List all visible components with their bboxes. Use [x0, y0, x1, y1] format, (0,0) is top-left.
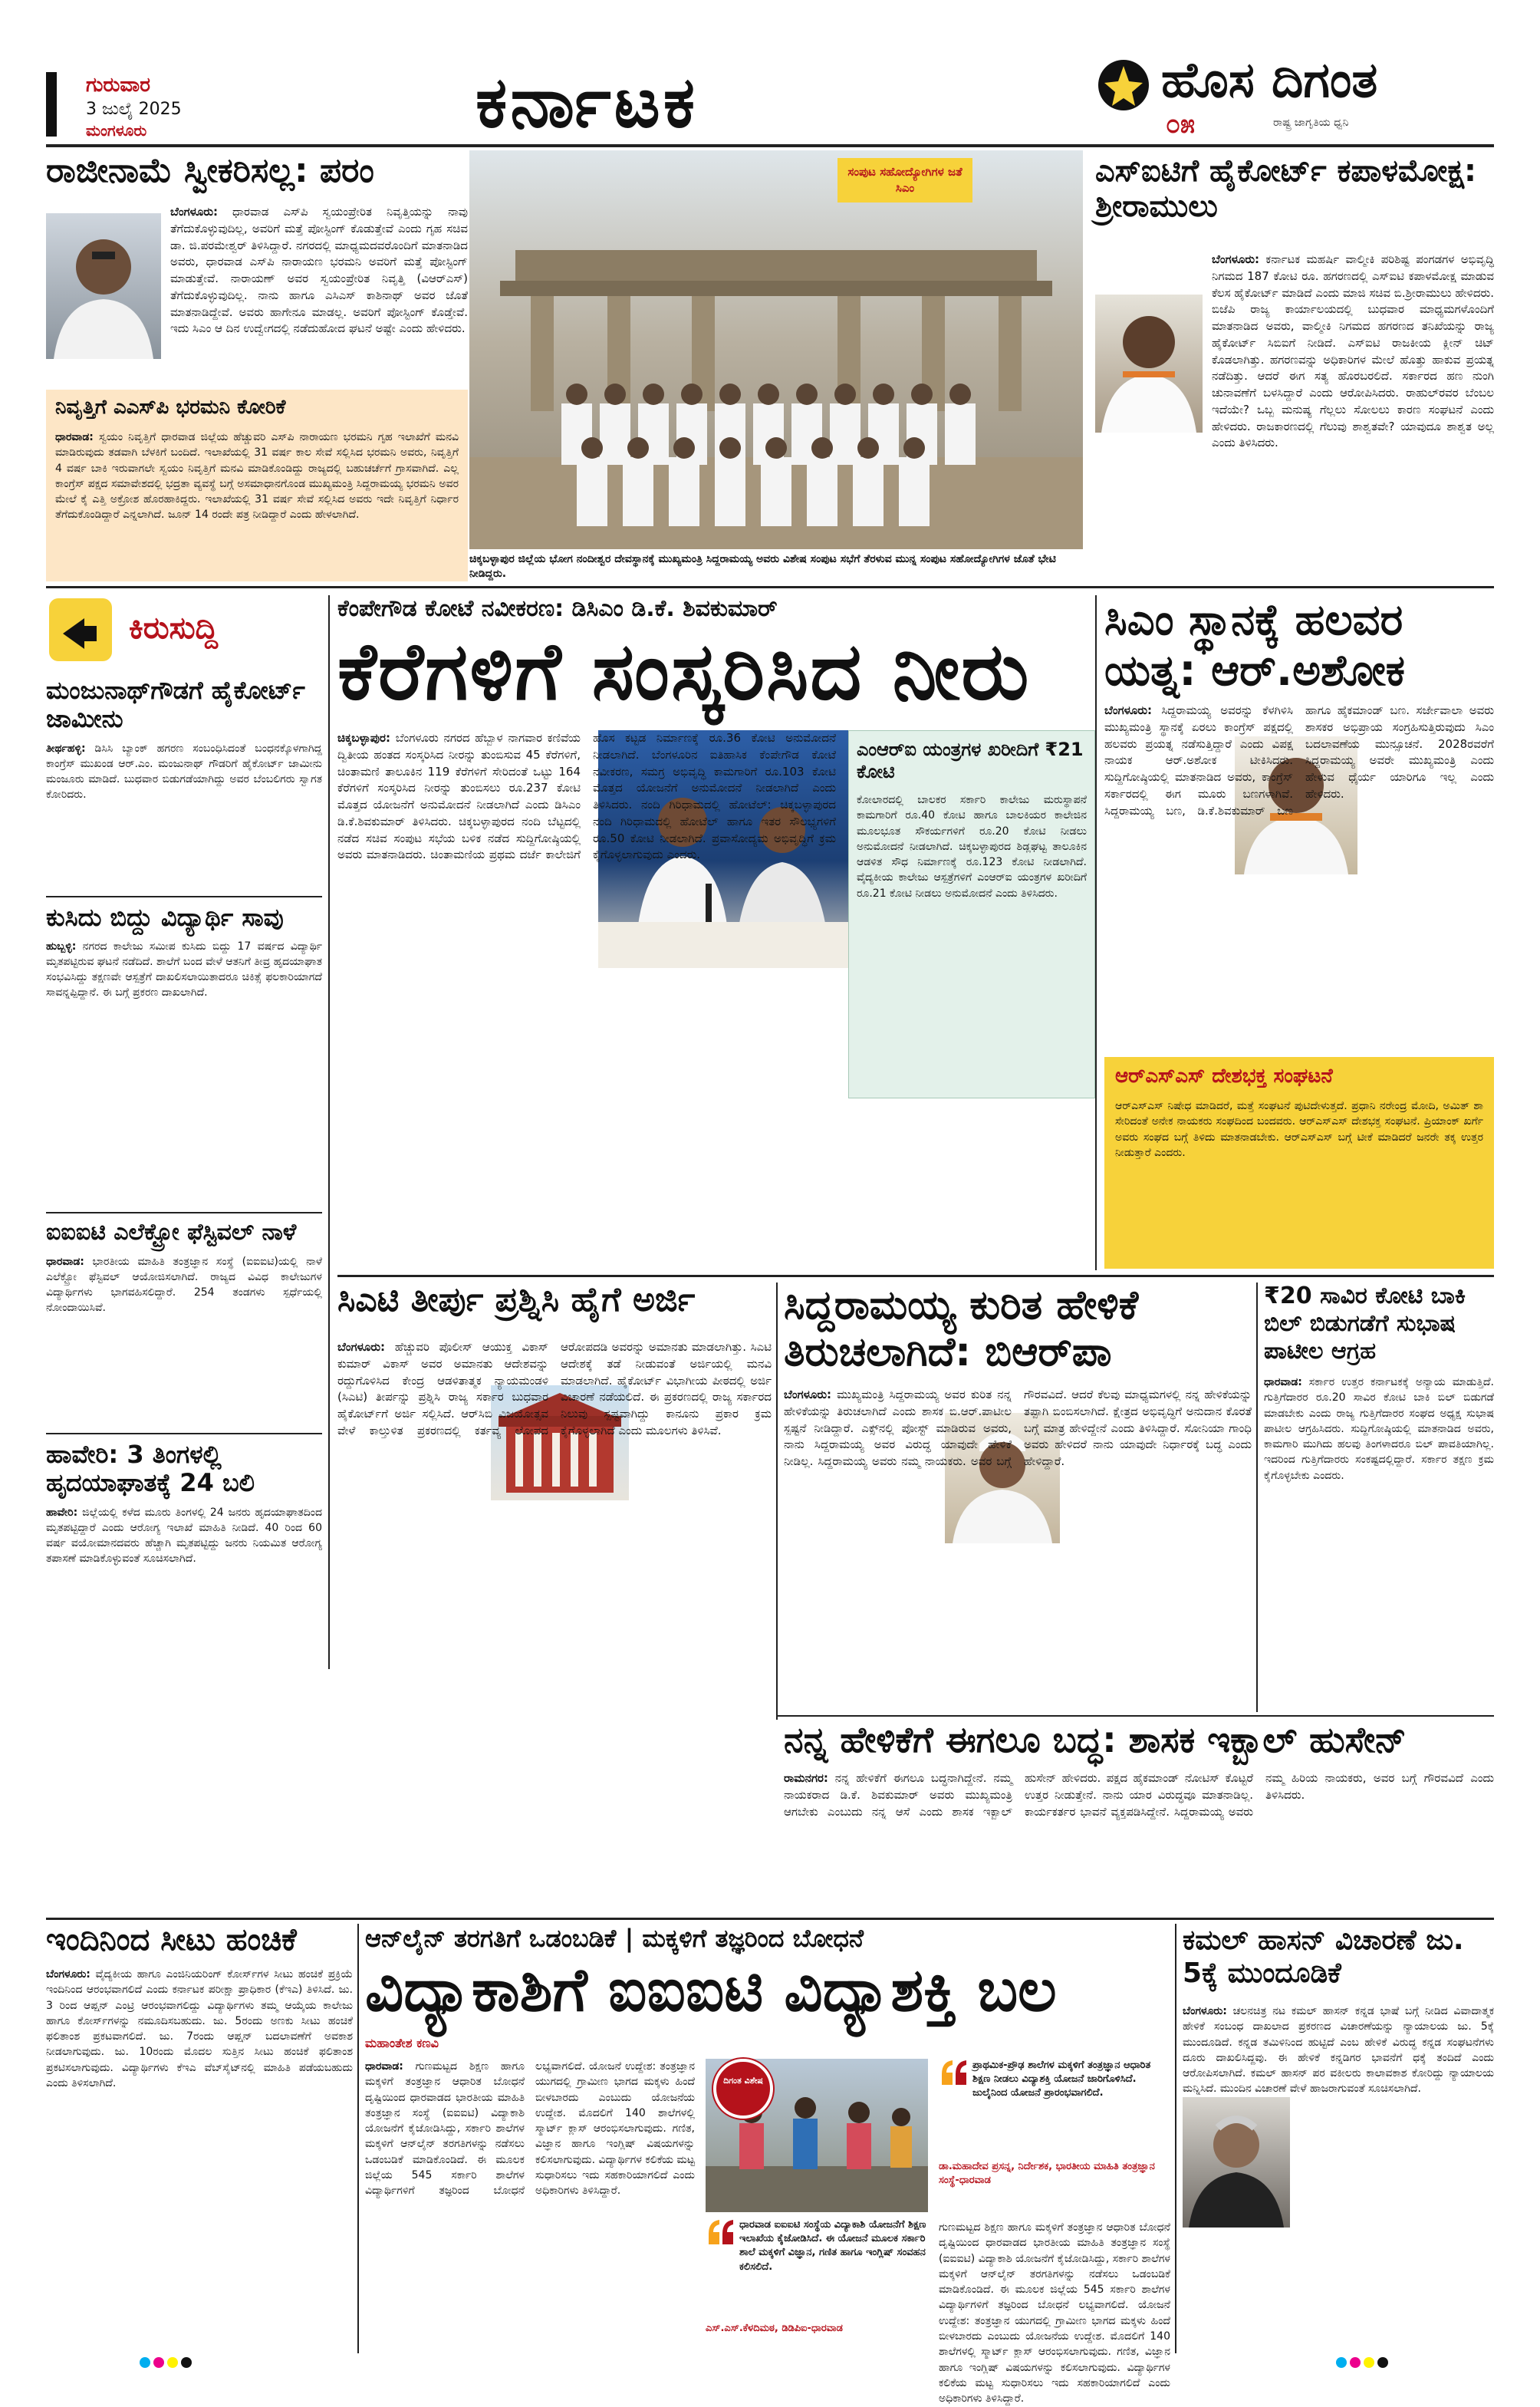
story-bill-dateline: ಧಾರವಾಡ: [1264, 1376, 1302, 1388]
story-seats-body [46, 1967, 353, 2343]
black-dot [1377, 2357, 1388, 2368]
box-sp [46, 390, 468, 581]
seats-vrule [357, 1924, 359, 2353]
story-cm-post [1104, 595, 1494, 1051]
box-rss-headline: ಆರ್‌ಎಸ್‌ಎಸ್ ದೇಶಭಕ್ತ ಸಂಘಟನೆ [1115, 1065, 1333, 1088]
box-mri-headline: ಎಂಆರ್‌ಐ ಯಂತ್ರಗಳ ಖರೀದಿಗೆ ₹21 ಕೋಟಿ [857, 739, 1084, 782]
story-vidyakashi-body-cont [939, 2220, 1170, 2405]
yellow-dot [167, 2357, 178, 2368]
kirusuddi-item-body [46, 939, 322, 1200]
story-kamal [1183, 1924, 1494, 2353]
story-lakes-text: ಬೆಂಗಳೂರು ನಗರದ ಹೆಬ್ಬಾಳ ನಾಗವಾರ ಕಣಿವೆಯ ದ್ವಿತೀಯ ಹಂತದ ಸಂಸ್ಕರಿಸಿದ ನೀರನ್ನು ತುಂಬಿಸುವ 45 ಕೆರೆಗಳಿಗೆ, ಚಿಂತಾಮಣಿ ತಾಲೂಕಿನ 119 ಕೆರೆಗಳಿಗೆ ಸೇರಿದಂತೆ ಒಟ್ಟು 164 ಕೆರೆಗಳಿಗೆ ಸಂಸ್ಕರಿಸಿದ ನೀರನ್ನು ತುಂಬಿಸಲು ರೂ.237 ಕೋಟಿ ಮೊತ್ತದ ಯೋಜನೆಗೆ ಅನುಮೋದನೆ ನೀಡಲಾಗಿದೆ ಎಂದು ಡಿಸಿಎಂ ಡಿ.ಕೆ.ಶಿವಕುಮಾರ್ ತಿಳಿಸಿದರು. ಚಿಕ್ಕಬಳ್ಳಾಪುರದ ನಂದಿ ಬೆಟ್ಟದಲ್ಲಿ ನಡೆದ ಸಚಿವ ಸಂಪುಟ ಸಭೆಯ ಬಳಿಕ ನಡೆದ ಸುದ್ದಿಗೋಷ್ಠಿಯಲ್ಲಿ ಅವರು ಮಾತನಾಡಿದರು. ಚಿಂತಾಮಣಿಯ ಪ್ರಥಮ ದರ್ಜೆ ಕಾಲೇಜಿಗೆ ಹೊಸ ಕಟ್ಟಡ ನಿರ್ಮಾಣಕ್ಕೆ ರೂ.36 ಕೋಟಿ ಅನುಮೋದನೆ ನೀಡಲಾಗಿದೆ. ಬೆಂಗಳೂರಿನ ಐತಿಹಾಸಿಕ ಕೆಂಪೇಗೌಡ ಕೋಟೆ ನವೀಕರಣ, ಸಮಗ್ರ ಅಭಿವೃದ್ಧಿ ಕಾಮಗಾರಿಗೆ ರೂ.103 ಕೋಟಿ ಮೊತ್ತದ ಯೋಜನೆಗೆ ಅನುಮೋದನೆ ನೀಡಲಾಗಿದೆ ಎಂದು ತಿಳಿಸಿದರು. ನಂದಿ ಗಿರಿಧಾಮದಲ್ಲಿ ಹೋಟೆಲ್: ಚಿಕ್ಕಬಳ್ಳಾಪುರದ ನಂದಿ ಗಿರಿಧಾಮದಲ್ಲಿ ಹೋಟೆಲ್ ಹಾಗೂ ಇತರ ಸೌಲಭ್ಯಗಳಿಗೆ ರೂ.50 ಕೋಟಿ ನೀಡಲಾಗಿದೆ. ಪ್ರವಾಸೋದ್ಯಮ ಅಭಿವೃದ್ಧಿಗೆ ಕ್ರಮ ಕೈಗೊಳ್ಳಲಾಗುವುದು ಎಂದರು. [337, 731, 836, 862]
logo-emblem-icon [1097, 58, 1150, 112]
magenta-dot [153, 2357, 164, 2368]
story-bilpa [784, 1283, 1252, 1712]
box-sp-dateline: ಧಾರವಾಡ: [55, 431, 94, 443]
kirusuddi-column [46, 595, 322, 1669]
story-lakes-body [337, 730, 836, 1267]
story-kamal-body [1183, 2004, 1494, 2353]
story-resign-dateline: ಬೆಂಗಳೂರು: [170, 205, 219, 219]
row3-rule [776, 1715, 1494, 1717]
story-cm-post-dateline: ಬೆಂಗಳೂರು: [1104, 703, 1153, 717]
cabinet-photo-label: ಸಂಪುಟ ಸಹೋದ್ಯೋಗಿಗಳ ಜತೆ ಸಿಎಂ [837, 158, 972, 203]
box-rss [1104, 1057, 1494, 1269]
story-iqbal-body [784, 1770, 1494, 1911]
story-resign-headline: ರಾಜೀನಾಮೆ ಸ್ವೀಕರಿಸಲ್ಲ: ಪರಂ [46, 151, 374, 190]
story-bilpa-body [784, 1387, 1252, 1712]
story-iqbal-headline: ನನ್ನ ಹೇಳಿಕೆಗೆ ಈಗಲೂ ಬದ್ಧ: ಶಾಸಕ ಇಕ್ಬಾಲ್ ಹುಸೇನ್ [784, 1719, 1407, 1760]
section-title: ಕರ್ನಾಟಕ [475, 61, 699, 143]
story-vidyakashi-text: ಗುಣಮಟ್ಟದ ಶಿಕ್ಷಣ ಹಾಗೂ ಮಕ್ಕಳಿಗೆ ತಂತ್ರಜ್ಞಾನ ಆಧಾರಿತ ಬೋಧನೆ ದೃಷ್ಟಿಯಿಂದ ಧಾರವಾಡದ ಭಾರತೀಯ ಮಾಹಿತಿ ತಂತ್ರಜ್ಞಾನ ಸಂಸ್ಥೆ (ಐಐಐಟಿ) ವಿದ್ಯಾಕಾಶಿ ಯೋಜನೆಗೆ ಕೈಜೋಡಿಸಿದ್ದು, ಸರ್ಕಾರಿ ಶಾಲೆಗಳ ಮಕ್ಕಳಿಗೆ ಆನ್‌ಲೈನ್ ತರಗತಿಗಳನ್ನು ನಡೆಸಲು ಒಡಂಬಡಿಕೆ ಮಾಡಿಕೊಂಡಿದೆ. ಈ ಮೂಲಕ ಜಿಲ್ಲೆಯ 545 ಸರ್ಕಾರಿ ಶಾಲೆಗಳ ವಿದ್ಯಾರ್ಥಿಗಳಿಗೆ ತಜ್ಞರಿಂದ ಬೋಧನೆ ಲಭ್ಯವಾಗಲಿದೆ. ಯೋಜನೆ ಉದ್ದೇಶ: ತಂತ್ರಜ್ಞಾನ ಯುಗದಲ್ಲಿ ಗ್ರಾಮೀಣ ಭಾಗದ ಮಕ್ಕಳು ಹಿಂದೆ ಬೀಳಬಾರದು ಎಂಬುದು ಯೋಜನೆಯ ಉದ್ದೇಶ. ಮೊದಲಿಗೆ 140 ಶಾಲೆಗಳಲ್ಲಿ ಸ್ಮಾರ್ಟ್ ಕ್ಲಾಸ್ ಆರಂಭಿಸಲಾಗುವುದು. ಗಣಿತ, ವಿಜ್ಞಾನ ಹಾಗೂ ಇಂಗ್ಲಿಷ್ ವಿಷಯಗಳನ್ನು ಕಲಿಸಲಾಗುವುದು. ವಿದ್ಯಾರ್ಥಿಗಳ ಕಲಿಕೆಯ ಮಟ್ಟ ಸುಧಾರಿಸಲು ಇದು ಸಹಕಾರಿಯಾಗಲಿದೆ ಎಂದು ಅಧಿಕಾರಿಗಳು ತಿಳಿಸಿದ್ದಾರೆ. [365, 2060, 695, 2198]
cabinet-photo [469, 150, 1083, 580]
story-bill-text: ಸರ್ಕಾರ ಉತ್ತರ ಕರ್ನಾಟಕಕ್ಕೆ ಅನ್ಯಾಯ ಮಾಡುತ್ತಿದೆ. ಗುತ್ತಿಗೆದಾರರ ರೂ.20 ಸಾವಿರ ಕೋಟಿ ಬಾಕಿ ಬಿಲ್ ಬಿಡುಗಡೆ ಮಾಡಬೇಕು ಎಂದು ರಾಜ್ಯ ಗುತ್ತಿಗೆದಾರರ ಸಂಘದ ಅಧ್ಯಕ್ಷ ಸುಭಾಷ ಪಾಟೀಲ ಆಗ್ರಹಿಸಿದರು. ಸುದ್ದಿಗೋಷ್ಠಿಯಲ್ಲಿ ಮಾತನಾಡಿದ ಅವರು, ಕಾಮಗಾರಿ ಮುಗಿದು ಹಲವು ತಿಂಗಳಾದರೂ ಬಿಲ್ ಪಾವತಿಯಾಗಿಲ್ಲ. ಇದರಿಂದ ಗುತ್ತಿಗೆದಾರರು ಸಂಕಷ್ಟದಲ್ಲಿದ್ದಾರೆ. ಸರ್ಕಾರ ತಕ್ಷಣ ಕ್ರಮ ಕೈಗೊಳ್ಳಬೇಕು ಎಂದರು. [1264, 1376, 1494, 1482]
row2-rule [337, 1275, 1494, 1277]
masthead-date: 3 ಜುಲೈ 2025 [86, 100, 182, 119]
kirusuddi-item-text: ನಗರದ ಕಾಲೇಜು ಸಮೀಪ ಕುಸಿದು ಬಿದ್ದು 17 ವರ್ಷದ ವಿದ್ಯಾರ್ಥಿ ಮೃತಪಟ್ಟಿರುವ ಘಟನೆ ನಡೆದಿದೆ. ಶಾಲೆಗೆ ಬಂದ ವೇಳೆ ಆತನಿಗೆ ತೀವ್ರ ಹೃದಯಾಘಾತ ಸಂಭವಿಸಿದ್ದು ತಕ್ಷಣವೇ ಆಸ್ಪತ್ರೆಗೆ ದಾಖಲಿಸಲಾಯಿತಾದರೂ ಚಿಕಿತ್ಸೆ ಫಲಕಾರಿಯಾಗದೆ ಸಾವನ್ನಪ್ಪಿದ್ದಾನೆ. ಈ ಬಗ್ಗೆ ಪ್ರಕರಣ ದಾಖಲಾಗಿದೆ. [46, 940, 322, 999]
story-resign-body [46, 204, 468, 391]
kirusuddi-item-headline: ಮಂಜುನಾಥ್‌ಗೌಡಗೆ ಹೈಕೋರ್ಟ್ ಜಾಮೀನು [46, 676, 305, 733]
box-rss-body: ಆರ್‌ಎಸ್‌ಎಸ್ ನಿಷೇಧ ಮಾಡಿದರೆ, ಮತ್ತೆ ಸಂಘಟನೆ ಪುಟಿದೇಳುತ್ತದೆ. ಪ್ರಧಾನಿ ನರೇಂದ್ರ ಮೋದಿ, ಅಮಿತ್ ಶಾ ಸೇರಿದಂತೆ ಅನೇಕ ನಾಯಕರು ಸಂಘದಿಂದ ಬಂದವರು. ಆರ್‌ಎಸ್‌ಎಸ್ ದೇಶಭಕ್ತ ಸಂಘಟನೆ. ಪ್ರಿಯಾಂಕ್ ಖರ್ಗೆ ಅವರು ಸಂಘದ ಬಗ್ಗೆ ತಿಳಿದು ಮಾತನಾಡಬೇಕು. ಆರ್‌ಎಸ್‌ಎಸ್ ಬಗ್ಗೆ ಟೀಕೆ ಮಾಡಿದರೆ ಜನರೇ ತಕ್ಕ ಉತ್ತರ ನೀಡುತ್ತಾರೆ ಎಂದರು. [1115, 1100, 1483, 1159]
box-sp-text: ಸ್ವಯಂ ನಿವೃತ್ತಿಗೆ ಧಾರವಾಡ ಜಿಲ್ಲೆಯ ಹೆಚ್ಚುವರಿ ಎಸ್‌ಪಿ ನಾರಾಯಣ ಭರಮನಿ ಗೃಹ ಇಲಾಖೆಗೆ ಮನವಿ ಮಾಡಿರುವುದು ತಡವಾಗಿ ಬೆಳಕಿಗೆ ಬಂದಿದೆ. ಇಲಾಖೆಯಲ್ಲಿ 31 ವರ್ಷ ಕಾಲ ಸೇವೆ ಸಲ್ಲಿಸಿದ ಭರಮನಿ ಅವರು, ನಿವೃತ್ತಿಗೆ 4 ವರ್ಷ ಬಾಕಿ ಇರುವಾಗಲೇ ಸ್ವಯಂ ನಿವೃತ್ತಿಗೆ ಮನವಿ ಮಾಡಿಕೊಂಡಿದ್ದು ರಾಜ್ಯದಲ್ಲಿ ಬಹುಚರ್ಚೆಗೆ ಗ್ರಾಸವಾಗಿದೆ. ಎಲ್ಲ ಕಾಂಗ್ರೆಸ್‌ ಪಕ್ಷದ ಸಮಾವೇಶದಲ್ಲಿ ಭದ್ರತಾ ವ್ಯವಸ್ಥೆ ಬಗ್ಗೆ ಅಸಮಾಧಾನಗೊಂಡ ಮುಖ್ಯಮಂತ್ರಿ ಸಿದ್ದರಾಮಯ್ಯ ಭರಮನಿ ಅವರ ಮೇಲೆ ಕೈ ಎತ್ತಿ ಅಕ್ರೋಶ ಹೊರಹಾಕಿದ್ದರು. ಇಲಾಖೆಯಲ್ಲಿ 31 ವರ್ಷ ಸೇವೆ ಸಲ್ಲಿಸಿದ ಅವರು ಇದೇ ನಿವೃತ್ತಿಗೆ ನಿರ್ಧಾರ ತೆಗೆದುಕೊಂಡಿದ್ದಾರೆ ಎನ್ನಲಾಗಿದೆ. ಜೂನ್ 14 ರಂದೇ ಪತ್ರ ನೀಡಿದ್ದಾರೆ ಎಂದು ಹೇಳಲಾಗಿದೆ. [55, 431, 459, 522]
quote-mark-icon [706, 2218, 736, 2246]
box-sp-body [55, 430, 459, 575]
cyan-dot [140, 2357, 150, 2368]
kirusuddi-divider [46, 1433, 322, 1434]
digantha-seal [713, 2059, 773, 2119]
masthead [0, 0, 1540, 146]
masthead-accent-bar [46, 72, 57, 137]
cyan-dot [1336, 2357, 1347, 2368]
story-lakes-headline: ಕೆರೆಗಳಿಗೆ ಸಂಸ್ಕರಿಸಿದ ನೀರು [337, 624, 1031, 718]
kirusuddi-item-4 [46, 1441, 322, 1671]
story-lakes-kicker: ಕೆಂಪೇಗೌಡ ಕೋಟೆ ನವೀಕರಣ: ಡಿಸಿಎಂ ಡಿ.ಕೆ. ಶಿವಕುಮಾರ್ [337, 595, 778, 622]
story-cm-post-headline: ಸಿಎಂ ಸ್ಥಾನಕ್ಕೆ ಹಲವರ ಯತ್ನ: ಆರ್.ಅಶೋಕ [1104, 595, 1405, 696]
story-bill-body [1264, 1375, 1494, 1697]
paper-tagline: ರಾಷ್ಟ್ರ ಜಾಗೃತಿಯ ಧ್ವನಿ [1273, 117, 1349, 129]
kirusuddi-item-dateline: ತೀರ್ಥಹಳ್ಳಿ: [46, 742, 86, 755]
story-kamal-dateline: ಬೆಂಗಳೂರು: [1183, 2005, 1227, 2017]
story-iqbal-dateline: ರಾಮನಗರ: [784, 1771, 828, 1785]
kirusuddi-label: ಕಿರುಸುದ್ದಿ [129, 611, 219, 646]
story-bilpa-dateline: ಬೆಂಗಳೂರು: [784, 1388, 832, 1401]
story-bilpa-headline: ಸಿದ್ದರಾಮಯ್ಯ ಕುರಿತ ಹೇಳಿಕೆ ತಿರುಚಲಾಗಿದೆ: ಬಿಆರ್‌ಪಾ [784, 1283, 1139, 1376]
masthead-day: ಗುರುವಾರ [86, 74, 150, 97]
story-sit-dateline: ಬೆಂಗಳೂರು: [1212, 252, 1260, 266]
story-vidyakashi-body [365, 2059, 695, 2353]
cet-vrule [776, 1283, 778, 1720]
cabinet-photo-caption: ಚಿಕ್ಕಬಳ್ಳಾಪುರ ಜಿಲ್ಲೆಯ ಭೋಗ ನಂದೀಶ್ವರ ದೇವಸ್ಥಾನಕ್ಕೆ ಮುಖ್ಯಮಂತ್ರಿ ಸಿದ್ದರಾಮಯ್ಯ ಅವರು ವಿಶೇಷ ಸಂಪುಟ ಸಭೆಗೆ ತೆರಳುವ ಮುನ್ನ ಸಂಪುಟ ಸಹೋದ್ಯೋಗಿಗಳ ಜೊತೆ ಭೇಟಿ ನೀಡಿದ್ದರು. [469, 549, 1083, 592]
story-resign-text: ಧಾರವಾಡ ಎಸ್‌ಪಿ ಸ್ವಯಂಪ್ರೇರಿತ ನಿವೃತ್ತಿಯನ್ನು ನಾವು ತೆಗೆದುಕೊಳ್ಳುವುದಿಲ್ಲ, ಅವರಿಗೆ ಮತ್ತೆ ಪೋಸ್ಟಿಂಗ್ ಕೊಡುತ್ತೇವೆ ಎಂದು ಗೃಹ ಸಚಿವ ಡಾ. ಜಿ.ಪರಮೇಶ್ವರ್ ತಿಳಿಸಿದ್ದಾರೆ. ನಗರದಲ್ಲಿ ಮಾಧ್ಯಮದವರೊಂದಿಗೆ ಮಾತನಾಡಿದ ಅವರು, ಧಾರವಾಡ ಎಸ್‌ಪಿ ನಾರಾಯಣ ಭರಮನಿ ಅವರಿಗೆ ಮತ್ತೆ ಪೋಸ್ಟಿಂಗ್ ಮಾಡುತ್ತೇವೆ. ನಾರಾಯಣ್ ಅವರ ಸ್ವಯಂಪ್ರೇರಿತ ನಿವೃತ್ತಿ (ವಿಆರ್‌ಎಸ್) ತೆಗೆದುಕೊಳ್ಳುವುದಿಲ್ಲ. ನಾನು ಹಾಗೂ ಎಸಿಎಸ್ ಕಾಶಿನಾಥ್ ಅವರ ಜೊತೆ ಮಾತನಾಡಿದ್ದೇವೆ. ಅವರು ಹಾಗೇನೂ ಮಾಡಲ್ಲ. ಅವರಿಗೆ ಪೋಸ್ಟಿಂಗ್ ಕೊಡ್ತೇವೆ. ಇದು ಸಿಎಂ ಆ ದಿನ ಉದ್ವೇಗದಲ್ಲಿ ನಡೆದುಹೋದ ಘಟನೆ ಅಷ್ಟೇ ಎಂದು ಹೇಳಿದರು. [170, 205, 468, 336]
registration-marks-left [138, 2356, 193, 2371]
story-iqbal-text: ನನ್ನ ಹೇಳಿಕೆಗೆ ಈಗಲೂ ಬದ್ಧನಾಗಿದ್ದೇನೆ. ನಮ್ಮ ನಾಯಕರಾದ ಡಿ.ಕೆ. ಶಿವಕುಮಾರ್ ಅವರು ಮುಖ್ಯಮಂತ್ರಿ ಆಗಬೇಕು ಎಂಬುದು ನನ್ನ ಆಸೆ ಎಂದು ಶಾಸಕ ಇಕ್ಬಾಲ್ ಹುಸೇನ್ ಹೇಳಿದರು. ಪಕ್ಷದ ಹೈಕಮಾಂಡ್ ನೋಟಿಸ್ ಕೊಟ್ಟರೆ ಉತ್ತರ ನೀಡುತ್ತೇನೆ. ನಾನು ಯಾರ ವಿರುದ್ಧವೂ ಮಾತನಾಡಿಲ್ಲ. ಕಾರ್ಯಕರ್ತರ ಭಾವನೆ ವ್ಯಕ್ತಪಡಿಸಿದ್ದೇನೆ. ಸಿದ್ದರಾಮಯ್ಯ ಅವರು ನಮ್ಮ ಹಿರಿಯ ನಾಯಕರು, ಅವರ ಬಗ್ಗೆ ಗೌರವವಿದೆ ಎಂದು ತಿಳಿಸಿದರು. [784, 1771, 1494, 1819]
quote-ddpi-by: ಎಸ್.ಎಸ್.ಕೆಳದಿಮಠ, ಡಿಡಿಪಿಐ-ಧಾರವಾಡ [706, 2323, 843, 2334]
story-sit-body [1095, 252, 1494, 583]
story-vidyakashi-headline: ವಿದ್ಯಾಕಾಶಿಗೆ ಐಐಐಟಿ ವಿದ್ಯಾಶಕ್ತಿ ಬಲ [365, 1956, 1057, 2025]
kirusuddi-vrule [328, 595, 330, 1669]
kirusuddi-item-text: ಡಿಸಿಸಿ ಬ್ಯಾಂಕ್ ಹಗರಣ ಸಂಬಂಧಿಸಿದಂತೆ ಬಂಧನಕ್ಕೊಳಗಾಗಿದ್ದ ಕಾಂಗ್ರೆಸ್ ಮುಖಂಡ ಆರ್.ಎಂ. ಮಂಜುನಾಥ್ ಗೌಡರಿಗೆ ಹೈಕೋರ್ಟ್ ಜಾಮೀನು ಮಂಜೂರು ಮಾಡಿದೆ. ಬುಧವಾರ ಬಿಡುಗಡೆಯಾಗಿದ್ದು ಅವರ ಬೆಂಬಲಿಗರು ಸ್ವಾಗತ ಕೋರಿದರು. [46, 742, 322, 802]
story-lakes-dateline: ಚಿಕ್ಕಬಳ್ಳಾಪುರ: [337, 731, 390, 745]
kirusuddi-item-text: ಜಿಲ್ಲೆಯಲ್ಲಿ ಕಳೆದ ಮೂರು ತಿಂಗಳಲ್ಲಿ 24 ಜನರು ಹೃದಯಾಘಾತದಿಂದ ಮೃತಪಟ್ಟಿದ್ದಾರೆ ಎಂದು ಆರೋಗ್ಯ ಇಲಾಖೆ ಮಾಹಿತಿ ನೀಡಿದೆ. 40 ರಿಂದ 60 ವರ್ಷ ವಯೋಮಾನದವರು ಹೆಚ್ಚಾಗಿ ಮೃತಪಟ್ಟಿದ್ದು ಜನರು ನಿಯಮಿತ ಆರೋಗ್ಯ ತಪಾಸಣೆ ಮಾಡಿಕೊಳ್ಳುವಂತೆ ಸೂಚಿಸಲಾಗಿದೆ. [46, 1506, 323, 1566]
temple-group-photo-icon [469, 150, 1083, 580]
vidyakashi-vrule [1175, 1924, 1176, 2353]
digantha-seal-text: ದಿಗಂತ ವಿಶೇಷ [723, 2076, 763, 2086]
story-iqbal [784, 1721, 1494, 1913]
story-bill [1264, 1283, 1494, 1712]
story-cet-body [337, 1339, 772, 1720]
box-mri-body: ಕೋಲಾರದಲ್ಲಿ ಬಾಲಕರ ಸರ್ಕಾರಿ ಕಾಲೇಜು ಮರುಸ್ಥಾಪನೆ ಕಾಮಗಾರಿಗೆ ರೂ.40 ಕೋಟಿ ಹಾಗೂ ಬಾಲಕಿಯರ ಕಾಲೇಜಿನ ಮೂಲಭೂತ ಸೌಕರ್ಯಗಳಿಗೆ ರೂ.20 ಕೋಟಿ ನೀಡಲು ಅನುಮೋದನೆ ನೀಡಲಾಗಿದೆ. ಚಿಕ್ಕಬಳ್ಳಾಪುರದ ಶಿಡ್ಲಘಟ್ಟ ತಾಲೂಕಿನ ಆಡಳಿತ ಸೌಧ ನಿರ್ಮಾಣಕ್ಕೆ ರೂ.123 ಕೋಟಿ ನೀಡಲಾಗಿದೆ. ವೈದ್ಯಕೀಯ ಕಾಲೇಜು ಆಸ್ಪತ್ರೆಗಳಿಗೆ ಎಂಆರ್‌ಐ ಯಂತ್ರಗಳ ಖರೀದಿಗೆ ರೂ.21 ಕೋಟಿ ನೀಡಲು ಅನುಮೋದನೆ ಎಂದು ತಿಳಿಸಿದರು. [857, 794, 1087, 900]
black-dot [181, 2357, 192, 2368]
story-cet-dateline: ಬೆಂಗಳೂರು: [337, 1340, 386, 1354]
kirusuddi-item-dateline: ಹುಬ್ಬಳ್ಳಿ: [46, 940, 77, 953]
story-seats-dateline: ಬೆಂಗಳೂರು: [46, 1968, 90, 1981]
kirusuddi-item-2 [46, 905, 322, 1212]
story-cm-post-text: ಸಿದ್ದರಾಮಯ್ಯ ಅವರನ್ನು ಕೆಳಗಿಳಿಸಿ ಮುಖ್ಯಮಂತ್ರಿ ಸ್ಥಾನಕ್ಕೆ ಏರಲು ಕಾಂಗ್ರೆಸ್ ಪಕ್ಷದಲ್ಲಿ ಹಲವರು ಪ್ರಯತ್ನ ನಡೆಸುತ್ತಿದ್ದಾರೆ ಎಂದು ವಿಪಕ್ಷ ನಾಯಕ ಆರ್.ಅಶೋಕ ಟೀಕಿಸಿದರು. ಸುದ್ದಿಗೋಷ್ಠಿಯಲ್ಲಿ ಮಾತನಾಡಿದ ಅವರು, ಕಾಂಗ್ರೆಸ್ ಸರ್ಕಾರದಲ್ಲಿ ಈಗ ಮೂರು ಬಣಗಳಾಗಿವೆ. ಸಿದ್ದರಾಮಯ್ಯ ಬಣ, ಡಿ.ಕೆ.ಶಿವಕುಮಾರ್ ಬಣ ಹಾಗೂ ಹೈಕಮಾಂಡ್ ಬಣ. ಸರ್ಜೇವಾಲಾ ಅವರು ಶಾಸಕರ ಅಭಿಪ್ರಾಯ ಸಂಗ್ರಹಿಸುತ್ತಿರುವುದು ಸಿಎಂ ಬದಲಾವಣೆಯ ಮುನ್ಸೂಚನೆ. 2028ರವರೆಗೆ ಸಿದ್ದರಾಮಯ್ಯ ಅವರೇ ಮುಖ್ಯಮಂತ್ರಿ ಎಂದು ಹೇಳುವ ಧೈರ್ಯ ಯಾರಿಗೂ ಇಲ್ಲ ಎಂದು ಹೇಳಿದರು. [1104, 703, 1494, 818]
story-sit-text: ಕರ್ನಾಟಕ ಮಹರ್ಷಿ ವಾಲ್ಮೀಕಿ ಪರಿಶಿಷ್ಟ ಪಂಗಡಗಳ ಅಭಿವೃದ್ಧಿ ನಿಗಮದ 187 ಕೋಟಿ ರೂ. ಹಗರಣದಲ್ಲಿ ಎಸ್‌ಐಟಿ ಕಪಾಳಮೋಕ್ಷ ಮಾಡುವ ಕೆಲಸ ಹೈಕೋರ್ಟ್ ಮಾಡಿದೆ ಎಂದು ಮಾಜಿ ಸಚಿವ ಬಿ.ಶ್ರೀರಾಮುಲು ಹೇಳಿದರು. ಬಿಜೆಪಿ ರಾಜ್ಯ ಕಾರ್ಯಾಲಯದಲ್ಲಿ ಬುಧವಾರ ಮಾಧ್ಯಮಗಳೊಂದಿಗೆ ಮಾತನಾಡಿದ ಅವರು, ವಾಲ್ಮೀಕಿ ನಿಗಮದ ಹಗರಣದ ತನಿಖೆಯನ್ನು ರಾಜ್ಯ ಹೈಕೋರ್ಟ್ ಸಿಬಿಐಗೆ ನೀಡಿದೆ. ಎಸ್‌ಐಟಿ ರಾಜಕೀಯ ಕ್ಲೀನ್ ಚಿಟ್ ಕೊಡಲಾಗಿತ್ತು. ಹಗರಣವನ್ನು ಅಧಿಕಾರಿಗಳ ಮೇಲೆ ಹೊತ್ತು ಹಾಕುವ ಪ್ರಯತ್ನ ನಡೆದಿತ್ತು. ಆದರೆ ಈಗ ಸತ್ಯ ಹೊರಬರಲಿದೆ. ಸರ್ಕಾರದ ಹಣ ನುಂಗಿ ಚುನಾವಣೆಗೆ ಬಳಸಿದ್ದಾರೆ ಎಂದು ಆರೋಪಿಸಿದರು. ರಾಹುಲ್‌ರವರ ಬೆಂಬಲ ಇದೆಯೇ? ಒಬ್ಬ ಮನುಷ್ಯ ಗೆಲ್ಲಲು ಸೋಲಲು ಕಾರಣ ಸಂಘಟನೆ ಎಂದು ಹೇಳಿದರು. ರಾಜಕಾರಣದಲ್ಲಿ ಗೆಲುವು ಶಾಶ್ವತವೇ? ಯಾವುದೂ ಶಾಶ್ವತ ಅಲ್ಲ ಎಂದು ತಿಳಿಸಿದರು. [1212, 252, 1494, 450]
kirusuddi-item-dateline: ಹಾವೇರಿ: [46, 1506, 78, 1519]
quote-director-by: ಡಾ.ಮಹಾದೇವ ಪ್ರಸನ್ನ, ನಿರ್ದೇಶಕ, ಭಾರತೀಯ ಮಾಹಿತಿ ತಂತ್ರಜ್ಞಾನ ಸಂಸ್ಥೆ-ಧಾರವಾಡ [939, 2161, 1155, 2186]
story-vidyakashi-byline: ಮಹಾಂತೇಶ ಕಣವಿ [365, 2036, 439, 2050]
kirusuddi-divider [46, 1212, 322, 1213]
kirusuddi-item-1 [46, 677, 322, 899]
bilpa-vrule [1256, 1283, 1258, 1712]
box-mri [848, 730, 1095, 1098]
story-lakes [337, 595, 1094, 1270]
story-cm-post-body [1104, 703, 1494, 1051]
megaphone-hand-icon [46, 595, 115, 664]
story-vidyakashi-dateline: ಧಾರವಾಡ: [365, 2060, 403, 2073]
story-cet [337, 1280, 772, 1720]
quote-director [939, 2059, 1170, 2212]
story-bilpa-text: ಮುಖ್ಯಮಂತ್ರಿ ಸಿದ್ದರಾಮಯ್ಯ ಅವರ ಕುರಿತ ನನ್ನ ಹೇಳಿಕೆಯನ್ನು ತಿರುಚಲಾಗಿದೆ ಎಂದು ಶಾಸಕ ಬಿ.ಆರ್.ಪಾಟೀಲ ಸ್ಪಷ್ಟನೆ ನೀಡಿದ್ದಾರೆ. ಎಕ್ಸ್‌ನಲ್ಲಿ ಪೋಸ್ಟ್ ಮಾಡಿರುವ ಅವರು, ನಾನು ಸಿದ್ದರಾಮಯ್ಯ ಅವರ ವಿರುದ್ಧ ಯಾವುದೇ ಹೇಳಿಕೆ ನೀಡಿಲ್ಲ. ಸಿದ್ದರಾಮಯ್ಯ ಅವರು ನಮ್ಮ ನಾಯಕರು. ಅವರ ಬಗ್ಗೆ ಗೌರವವಿದೆ. ಆದರೆ ಕೆಲವು ಮಾಧ್ಯಮಗಳಲ್ಲಿ ನನ್ನ ಹೇಳಿಕೆಯನ್ನು ತಪ್ಪಾಗಿ ಬಿಂಬಿಸಲಾಗಿದೆ. ಕ್ಷೇತ್ರದ ಅಭಿವೃದ್ಧಿಗೆ ಅನುದಾನ ಕೊರತೆ ಬಗ್ಗೆ ಮಾತ್ರ ಹೇಳಿದ್ದೇನೆ ಎಂದು ತಿಳಿಸಿದ್ದಾರೆ. ಸೋನಿಯಾ ಗಾಂಧಿ ಅವರು ಹೇಳಿದರೆ ನಾನು ಯಾವುದೇ ನಿರ್ಧಾರಕ್ಕೆ ಬದ್ಧ ಎಂದು ಹೇಳಿದ್ದಾರೆ. [784, 1388, 1252, 1468]
yellow-dot [1364, 2357, 1374, 2368]
quote-director-text: ಪ್ರಾಥಮಿಕ-ಪ್ರೌಢ ಶಾಲೆಗಳ ಮಕ್ಕಳಿಗೆ ತಂತ್ರಜ್ಞಾನ ಆಧಾರಿತ ಶಿಕ್ಷಣ ನೀಡಲು ವಿದ್ಯಾಶಕ್ತಿ ಯೋಜನೆ ಜಾರಿಗೊಳಿಸಿದೆ. ಜುಲೈನಿಂದ ಯೋಜನೆ ಪ್ರಾರಂಭವಾಗಲಿದೆ. [972, 2060, 1151, 2099]
kirusuddi-item-3 [46, 1220, 322, 1427]
story-kamal-headline: ಕಮಲ್ ಹಾಸನ್ ವಿಚಾರಣೆ ಜು. 5ಕ್ಕೆ ಮುಂದೂಡಿಕೆ [1183, 1925, 1464, 1990]
story-seats-headline: ಇಂದಿನಿಂದ ಸೀಟು ಹಂಚಿಕೆ [46, 1922, 297, 1958]
kirusuddi-item-headline: ಐಐಐಟಿ ಎಲೆಕ್ಟ್ರೋ ಫೆಸ್ಟಿವಲ್ ನಾಳೆ [46, 1219, 297, 1246]
page-number: ೦೫ [1166, 109, 1196, 140]
kirusuddi-banner [46, 595, 322, 664]
masthead-rule [46, 144, 1494, 147]
row1-rule [46, 586, 1494, 588]
story-cet-text: ಹೆಚ್ಚುವರಿ ಪೊಲೀಸ್ ಆಯುಕ್ತ ವಿಕಾಸ್ ಕುಮಾರ್ ವಿಕಾಸ್ ಅವರ ಅಮಾನತು ಆದೇಶವನ್ನು ರದ್ದುಗೊಳಿಸಿದ ಕೇಂದ್ರ ಆಡಳಿತಾತ್ಮಕ ನ್ಯಾಯಮಂಡಳಿ (ಸಿಎಟಿ) ತೀರ್ಪನ್ನು ಪ್ರಶ್ನಿಸಿ ರಾಜ್ಯ ಸರ್ಕಾರ ಬುಧವಾರ ಹೈಕೋರ್ಟ್‌ಗೆ ಅರ್ಜಿ ಸಲ್ಲಿಸಿದೆ. ಆರ್‌ಸಿಬಿ ವಿಜಯೋತ್ಸವ ವೇಳೆ ಕಾಲ್ತುಳಿತ ಪ್ರಕರಣದಲ್ಲಿ ಕರ್ತವ್ಯ ಲೋಪದ ಆರೋಪದಡಿ ಅವರನ್ನು ಅಮಾನತು ಮಾಡಲಾಗಿತ್ತು. ಸಿಎಟಿ ಆದೇಶಕ್ಕೆ ತಡೆ ನೀಡುವಂತೆ ಅರ್ಜಿಯಲ್ಲಿ ಮನವಿ ಮಾಡಲಾಗಿದೆ. ಹೈಕೋರ್ಟ್ ವಿಭಾಗೀಯ ಪೀಠದಲ್ಲಿ ಅರ್ಜಿ ವಿಚಾರಣೆ ನಡೆಯಲಿದೆ. ಈ ಪ್ರಕರಣದಲ್ಲಿ ರಾಜ್ಯ ಸರ್ಕಾರದ ನಿಲುವು ಸ್ಪಷ್ಟವಾಗಿದ್ದು ಕಾನೂನು ಪ್ರಕಾರ ಕ್ರಮ ಕೈಗೊಳ್ಳಲಾಗಿದೆ ಎಂದು ಮೂಲಗಳು ತಿಳಿಸಿವೆ. [337, 1340, 772, 1437]
story-bill-headline: ₹20 ಸಾವಿರ ಕೋಟಿ ಬಾಕಿ ಬಿಲ್ ಬಿಡುಗಡೆಗೆ ಸುಭಾಷ ಪಾಟೀಲ ಆಗ್ರಹ [1264, 1283, 1466, 1365]
kirusuddi-item-headline: ಕುಸಿದು ಬಿದ್ದು ವಿದ್ಯಾರ್ಥಿ ಸಾವು [46, 903, 284, 932]
story-seats [46, 1924, 353, 2353]
story-sit [1095, 153, 1494, 583]
row4-rule [46, 1918, 1494, 1920]
story-cet-headline: ಸಿಎಟಿ ತೀರ್ಪು ಪ್ರಶ್ನಿಸಿ ಹೈಗೆ ಅರ್ಜಿ [337, 1280, 696, 1319]
lakes-vrule [1095, 595, 1097, 1270]
story-vidyakashi [365, 1924, 1170, 2405]
story-vidyakashi-kicker: ಆನ್‌ಲೈನ್ ತರಗತಿಗೆ ಒಡಂಬಡಿಕೆ | ಮಕ್ಕಳಿಗೆ ತಜ್ಞರಿಂದ ಬೋಧನೆ [365, 1924, 864, 1953]
kirusuddi-item-body [46, 741, 322, 891]
paper-logo [1097, 43, 1496, 140]
kirusuddi-item-headline: ಹಾವೇರಿ: 3 ತಿಂಗಳಲ್ಲಿ ಹೃದಯಾಘಾತಕ್ಕೆ 24 ಬಲಿ [46, 1440, 255, 1497]
quote-ddpi [706, 2218, 928, 2353]
quote-mark-icon [939, 2059, 969, 2086]
magenta-dot [1350, 2357, 1361, 2368]
paper-name: ಹೊಸ ದಿಗಂತ [1161, 52, 1378, 109]
kirusuddi-item-body [46, 1254, 322, 1385]
kirusuddi-divider [46, 896, 322, 897]
box-sp-headline: ನಿವೃತ್ತಿಗೆ ಎಎಸ್‌ಪಿ ಭರಮನಿ ಕೋರಿಕೆ [55, 396, 286, 419]
registration-marks-right [1334, 2356, 1390, 2371]
kirusuddi-item-body [46, 1505, 322, 1658]
kirusuddi-item-dateline: ಧಾರವಾಡ: [46, 1255, 84, 1268]
story-resign [46, 153, 468, 391]
story-sit-headline: ಎಸ್‌ಐಟಿಗೆ ಹೈಕೋರ್ಟ್ ಕಪಾಳಮೋಕ್ಷ: ಶ್ರೀರಾಮುಲು [1095, 153, 1477, 224]
story-seats-text: ವೈದ್ಯಕೀಯ ಹಾಗೂ ಎಂಜಿನಿಯರಿಂಗ್ ಕೋರ್ಸ್‌ಗಳ ಸೀಟು ಹಂಚಿಕೆ ಪ್ರಕ್ರಿಯೆ ಇಂದಿನಿಂದ ಆರಂಭವಾಗಲಿದೆ ಎಂದು ಕರ್ನಾಟಕ ಪರೀಕ್ಷಾ ಪ್ರಾಧಿಕಾರ (ಕೆಇಎ) ತಿಳಿಸಿದೆ. ಜು. 3 ರಿಂದ ಆಪ್ಷನ್ ಎಂಟ್ರಿ ಆರಂಭವಾಗಲಿದ್ದು ವಿದ್ಯಾರ್ಥಿಗಳು ತಮ್ಮ ಆಯ್ಕೆಯ ಕಾಲೇಜು ಹಾಗೂ ಕೋರ್ಸ್‌ಗಳನ್ನು ನಮೂದಿಸಬಹುದು. ಜು. 5ರಂದು ಅಣಕು ಸೀಟು ಹಂಚಿಕೆ ಫಲಿತಾಂಶ ಪ್ರಕಟವಾಗಲಿದೆ. ಜು. 7ರಂದು ಆಪ್ಷನ್ ಬದಲಾವಣೆಗೆ ಅವಕಾಶ ನೀಡಲಾಗುವುದು. ಜು. 10ರಂದು ಮೊದಲ ಸುತ್ತಿನ ಸೀಟು ಹಂಚಿಕೆ ಫಲಿತಾಂಶ ಪ್ರಕಟಿಸಲಾಗುವುದು. ವಿದ್ಯಾರ್ಥಿಗಳು ಕೆಇಎ ವೆಬ್‌ಸೈಟ್‌ನಲ್ಲಿ ಮಾಹಿತಿ ಪಡೆಯಬಹುದು ಎಂದು ತಿಳಿಸಲಾಗಿದೆ. [46, 1968, 353, 2090]
story-vidyakashi-text-cont: ಗುಣಮಟ್ಟದ ಶಿಕ್ಷಣ ಹಾಗೂ ಮಕ್ಕಳಿಗೆ ತಂತ್ರಜ್ಞಾನ ಆಧಾರಿತ ಬೋಧನೆ ದೃಷ್ಟಿಯಿಂದ ಧಾರವಾಡದ ಭಾರತೀಯ ಮಾಹಿತಿ ತಂತ್ರಜ್ಞಾನ ಸಂಸ್ಥೆ (ಐಐಐಟಿ) ವಿದ್ಯಾಕಾಶಿ ಯೋಜನೆಗೆ ಕೈಜೋಡಿಸಿದ್ದು, ಸರ್ಕಾರಿ ಶಾಲೆಗಳ ಮಕ್ಕಳಿಗೆ ಆನ್‌ಲೈನ್ ತರಗತಿಗಳನ್ನು ನಡೆಸಲು ಒಡಂಬಡಿಕೆ ಮಾಡಿಕೊಂಡಿದೆ. ಈ ಮೂಲಕ ಜಿಲ್ಲೆಯ 545 ಸರ್ಕಾರಿ ಶಾಲೆಗಳ ವಿದ್ಯಾರ್ಥಿಗಳಿಗೆ ತಜ್ಞರಿಂದ ಬೋಧನೆ ಲಭ್ಯವಾಗಲಿದೆ. ಯೋಜನೆ ಉದ್ದೇಶ: ತಂತ್ರಜ್ಞಾನ ಯುಗದಲ್ಲಿ ಗ್ರಾಮೀಣ ಭಾಗದ ಮಕ್ಕಳು ಹಿಂದೆ ಬೀಳಬಾರದು ಎಂಬುದು ಯೋಜನೆಯ ಉದ್ದೇಶ. ಮೊದಲಿಗೆ 140 ಶಾಲೆಗಳಲ್ಲಿ ಸ್ಮಾರ್ಟ್ ಕ್ಲಾಸ್ ಆರಂಭಿಸಲಾಗುವುದು. ಗಣಿತ, ವಿಜ್ಞಾನ ಹಾಗೂ ಇಂಗ್ಲಿಷ್ ವಿಷಯಗಳನ್ನು ಕಲಿಸಲಾಗುವುದು. ವಿದ್ಯಾರ್ಥಿಗಳ ಕಲಿಕೆಯ ಮಟ್ಟ ಸುಧಾರಿಸಲು ಇದು ಸಹಕಾರಿಯಾಗಲಿದೆ ಎಂದು ಅಧಿಕಾರಿಗಳು ತಿಳಿಸಿದ್ದಾರೆ. [939, 2221, 1170, 2405]
quote-ddpi-text: ಧಾರವಾಡ ಐಐಐಟಿ ಸಂಸ್ಥೆಯ ವಿದ್ಯಾಕಾಶಿ ಯೋಜನೆಗೆ ಶಿಕ್ಷಣ ಇಲಾಖೆಯ ಕೈಜೋಡಿಸಿದೆ. ಈ ಯೋಜನೆ ಮೂಲಕ ಸರ್ಕಾರಿ ಶಾಲೆ ಮಕ್ಕಳಿಗೆ ವಿಜ್ಞಾನ, ಗಣಿತ ಹಾಗೂ ಇಂಗ್ಲಿಷ್ ಸಂವಹನ ಕಲಿಸಲಿದೆ. [739, 2219, 926, 2273]
kirusuddi-item-text: ಭಾರತೀಯ ಮಾಹಿತಿ ತಂತ್ರಜ್ಞಾನ ಸಂಸ್ಥೆ (ಐಐಐಟಿ)ಯಲ್ಲಿ ನಾಳೆ ಎಲೆಕ್ಟ್ರೋ ಫೆಸ್ಟಿವಲ್ ಆಯೋಜಿಸಲಾಗಿದೆ. ರಾಜ್ಯದ ವಿವಿಧ ಕಾಲೇಜುಗಳ ವಿದ್ಯಾರ್ಥಿಗಳು ಭಾಗವಹಿಸಲಿದ್ದಾರೆ. 254 ತಂಡಗಳು ಸ್ಪರ್ಧೆಯಲ್ಲಿ ನೋಂದಾಯಿಸಿವೆ. [46, 1255, 322, 1315]
story-kamal-text: ಚಲನಚಿತ್ರ ನಟ ಕಮಲ್ ಹಾಸನ್ ಕನ್ನಡ ಭಾಷೆ ಬಗ್ಗೆ ನೀಡಿದ ವಿವಾದಾತ್ಮಕ ಹೇಳಿಕೆ ಸಂಬಂಧ ದಾಖಲಾದ ಪ್ರಕರಣದ ವಿಚಾರಣೆಯನ್ನು ನ್ಯಾಯಾಲಯ ಜು. 5ಕ್ಕೆ ಮುಂದೂಡಿದೆ. ಕನ್ನಡ ತಮಿಳಿನಿಂದ ಹುಟ್ಟಿದೆ ಎಂಬ ಹೇಳಿಕೆ ವಿರುದ್ಧ ಕನ್ನಡ ಸಂಘಟನೆಗಳು ದೂರು ದಾಖಲಿಸಿದ್ದವು. ಈ ಹೇಳಿಕೆ ಕನ್ನಡಿಗರ ಭಾವನೆಗೆ ಧಕ್ಕೆ ತಂದಿದೆ ಎಂದು ಆರೋಪಿಸಲಾಗಿದೆ. ಕಮಲ್ ಹಾಸನ್ ಪರ ವಕೀಲರು ಕಾಲಾವಕಾಶ ಕೋರಿದ್ದು ನ್ಯಾಯಾಲಯ ಮನ್ನಿಸಿದೆ. ಮುಂದಿನ ವಿಚಾರಣೆ ವೇಳೆ ಹಾಜರಾಗುವಂತೆ ಸೂಚಿಸಲಾಗಿದೆ. [1183, 2005, 1494, 2096]
masthead-city: ಮಂಗಳೂರು [86, 121, 147, 140]
